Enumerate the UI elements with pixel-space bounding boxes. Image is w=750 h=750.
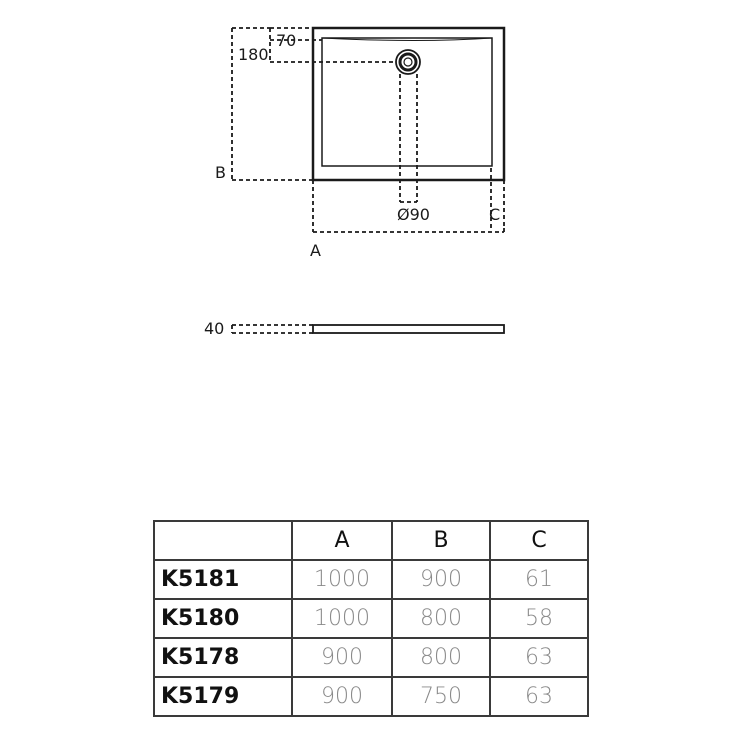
- table-row: [154, 638, 588, 677]
- table-row: [154, 560, 588, 599]
- value-a: 900: [292, 638, 392, 677]
- header-cell-blank: [154, 521, 292, 560]
- dim-label-70: 70: [276, 31, 297, 50]
- table-row: [154, 599, 588, 638]
- header-cell-c: C: [490, 521, 588, 560]
- value-a: 1000: [292, 599, 392, 638]
- waste-outlet-ring: [400, 54, 416, 70]
- side-view: [232, 325, 504, 333]
- model-code: K5178: [154, 638, 292, 677]
- waste-outlet-inner: [404, 58, 412, 66]
- value-a: 1000: [292, 560, 392, 599]
- header-cell-b: B: [392, 521, 490, 560]
- dim-label-c: C: [489, 205, 501, 224]
- model-code: K5181: [154, 560, 292, 599]
- value-c: 63: [490, 677, 588, 716]
- model-code: K5180: [154, 599, 292, 638]
- tray-inner-basin: [322, 38, 492, 166]
- dim-label-a: A: [310, 241, 321, 260]
- value-c: 58: [490, 599, 588, 638]
- plan-view: [232, 28, 504, 232]
- dimensions-table: [153, 520, 589, 717]
- table-header-row: [154, 521, 588, 560]
- value-b: 750: [392, 677, 490, 716]
- value-b: 800: [392, 638, 490, 677]
- dim-label-outlet-diameter: Ø90: [397, 205, 430, 224]
- value-b: 900: [392, 560, 490, 599]
- dim-label-b: B: [215, 163, 226, 182]
- tray-side-profile: [313, 325, 504, 333]
- value-c: 61: [490, 560, 588, 599]
- table-row: [154, 677, 588, 716]
- header-cell-a: A: [292, 521, 392, 560]
- value-a: 900: [292, 677, 392, 716]
- side-dimension-lines: [232, 325, 313, 333]
- value-c: 63: [490, 638, 588, 677]
- value-b: 800: [392, 599, 490, 638]
- model-code: K5179: [154, 677, 292, 716]
- dimension-lines: [232, 28, 504, 232]
- dim-label-height: 40: [204, 319, 225, 338]
- dim-label-180: 180: [238, 45, 269, 64]
